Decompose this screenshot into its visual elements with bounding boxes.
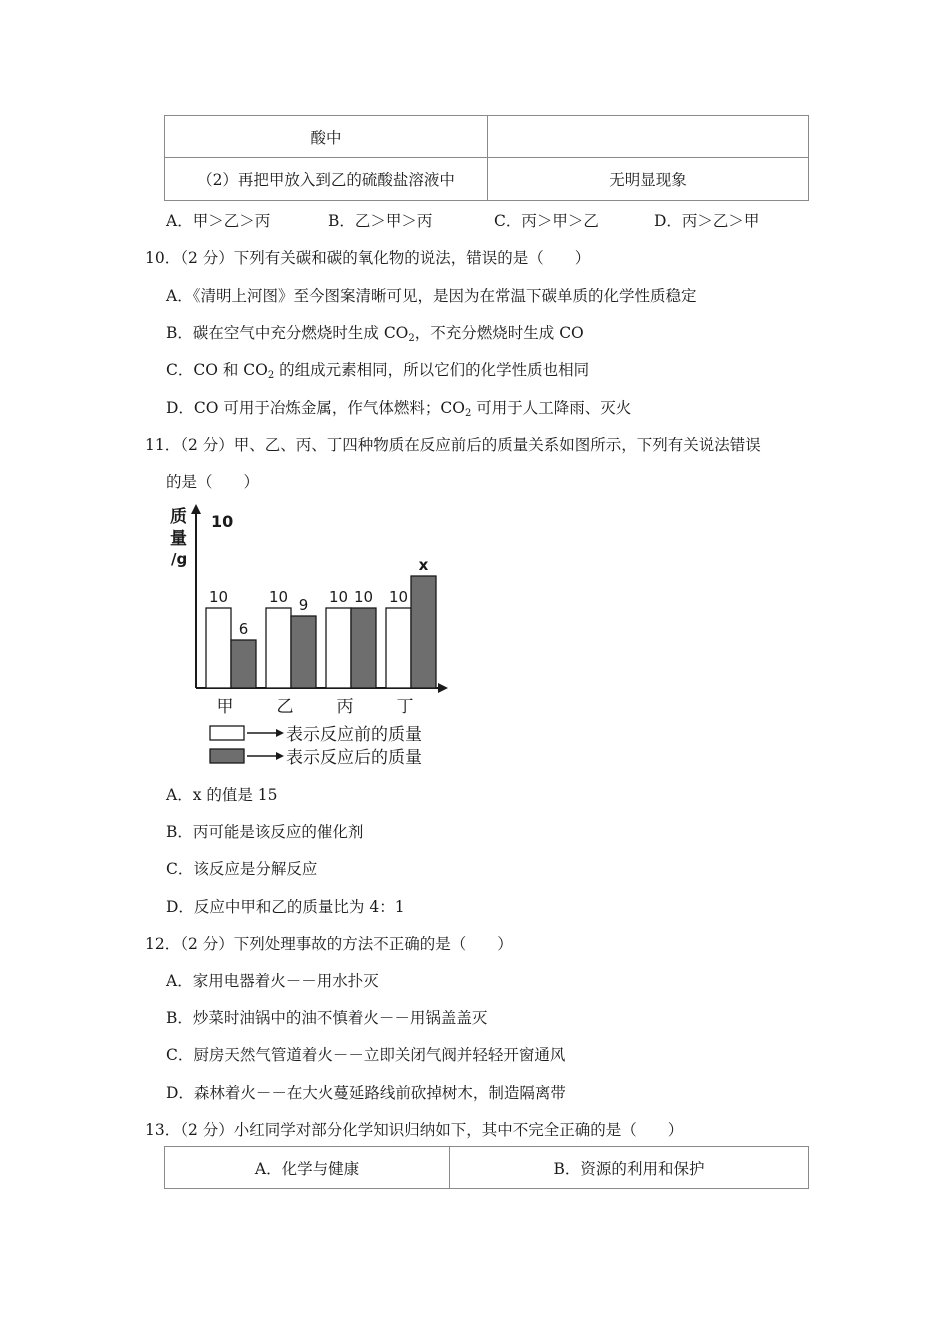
legend-label-before: 表示反应前的质量: [286, 725, 422, 745]
x-axis-arrow: [438, 683, 448, 693]
q12-option-a[interactable]: A．家用电器着火－－用水扑灭: [166, 972, 379, 990]
legend-arrow-head: [276, 752, 284, 760]
q9-table: [164, 115, 809, 201]
q10-option-c-text: 的组成元素相同，所以它们的化学性质也相同: [274, 361, 590, 379]
bar-丁-before: [386, 608, 411, 688]
q9-option-d[interactable]: D．丙＞乙＞甲: [654, 212, 760, 230]
q10-option-d[interactable]: [166, 396, 631, 419]
x-tick-label: 丁: [396, 697, 414, 717]
y-axis-label-char: 质: [170, 507, 187, 527]
bar-data-label: 10: [353, 588, 374, 606]
bar-丙-after: [351, 608, 376, 688]
y-axis-label-char: 量: [170, 529, 187, 549]
y-axis-arrow: [191, 504, 201, 514]
bar-data-label: 10: [328, 588, 349, 606]
bar-data-label: 10: [388, 588, 409, 606]
bar-丙-before: [326, 608, 351, 688]
bar-甲-before: [206, 608, 231, 688]
q10-option-a[interactable]: A．《清明上河图》至今图案清晰可见，是因为在常温下碳单质的化学性质稳定: [166, 287, 697, 305]
q10-option-d-text: 可用于人工降雨、灭火: [471, 399, 632, 417]
q10-stem: 10．（2 分）下列有关碳和碳的氧化物的说法，错误的是（ ）: [145, 249, 591, 267]
y-axis-label-unit: /g: [171, 550, 188, 568]
legend-swatch-after: [210, 749, 244, 763]
bar-乙-after: [291, 616, 316, 688]
q13-stem: 13．（2 分）小红同学对部分化学知识归纳如下，其中不完全正确的是（ ）: [145, 1121, 684, 1139]
q10-option-b-text: ，不充分燃烧时生成 CO: [414, 324, 584, 342]
x-tick-label: 丙: [336, 697, 354, 717]
bar-丁-after: [411, 576, 436, 688]
q10-option-c[interactable]: [166, 358, 589, 381]
q13-table-header: B．资源的利用和保护: [450, 1147, 809, 1189]
x-tick-label: 甲: [216, 697, 234, 717]
legend-arrow-head: [276, 729, 284, 737]
bar-data-label: x: [418, 556, 429, 574]
q11-option-b[interactable]: B．丙可能是该反应的催化剂: [166, 823, 364, 841]
bar-甲-after: [231, 640, 256, 688]
q9-option-c[interactable]: C．丙＞甲＞乙: [494, 212, 599, 230]
subscript: 2: [408, 333, 415, 344]
axis-top-label: 10: [211, 512, 234, 531]
bar-data-label: 10: [268, 588, 289, 606]
mass-bar-chart: [160, 500, 460, 770]
legend-label-after: 表示反应后的质量: [286, 748, 422, 768]
q9-option-b[interactable]: B．乙＞甲＞丙: [328, 212, 433, 230]
q9-option-a[interactable]: A．甲＞乙＞丙: [166, 212, 271, 230]
bar-data-label: 10: [208, 588, 229, 606]
q12-stem: 12．（2 分）下列处理事故的方法不正确的是（ ）: [145, 935, 513, 953]
q13-table: [164, 1146, 809, 1189]
q11-option-c[interactable]: C．该反应是分解反应: [166, 860, 318, 878]
q12-option-b[interactable]: B．炒菜时油锅中的油不慎着火－－用锅盖盖灭: [166, 1009, 488, 1027]
x-tick-label: 乙: [276, 697, 294, 717]
legend-swatch-before: [210, 726, 244, 740]
q11-stem-line1: 11．（2 分）甲、乙、丙、丁四种物质在反应前后的质量关系如图所示，下列有关说法错误: [145, 436, 761, 454]
q10-option-c-text: C．CO 和 CO: [166, 361, 268, 379]
q12-option-d[interactable]: D．森林着火－－在大火蔓延路线前砍掉树木，制造隔离带: [166, 1084, 566, 1102]
q11-option-a[interactable]: A．x 的值是 15: [166, 786, 278, 804]
bar-乙-before: [266, 608, 291, 688]
q9-table-cell: （2）再把甲放入到乙的硫酸盐溶液中: [165, 158, 488, 201]
bar-data-label: 9: [298, 596, 309, 614]
q9-table-cell: 酸中: [165, 116, 488, 158]
subscript: 2: [465, 408, 472, 419]
subscript: 2: [267, 370, 275, 381]
q9-table-cell: 无明显现象: [488, 158, 809, 201]
q12-option-c[interactable]: C．厨房天然气管道着火－－立即关闭气阀并轻轻开窗通风: [166, 1046, 566, 1064]
q11-stem-line2: 的是（ ）: [166, 473, 260, 491]
bar-data-label: 6: [238, 620, 249, 638]
q13-table-header: A．化学与健康: [165, 1147, 450, 1189]
q11-option-d[interactable]: D．反应中甲和乙的质量比为 4：1: [166, 898, 405, 916]
q10-option-d-text: D．CO 可用于冶炼金属，作气体燃料；CO: [166, 399, 465, 417]
q10-option-b-text: B．碳在空气中充分燃烧时生成 CO: [166, 324, 409, 342]
q10-option-b[interactable]: [166, 321, 584, 344]
q9-table-cell: [488, 116, 809, 158]
